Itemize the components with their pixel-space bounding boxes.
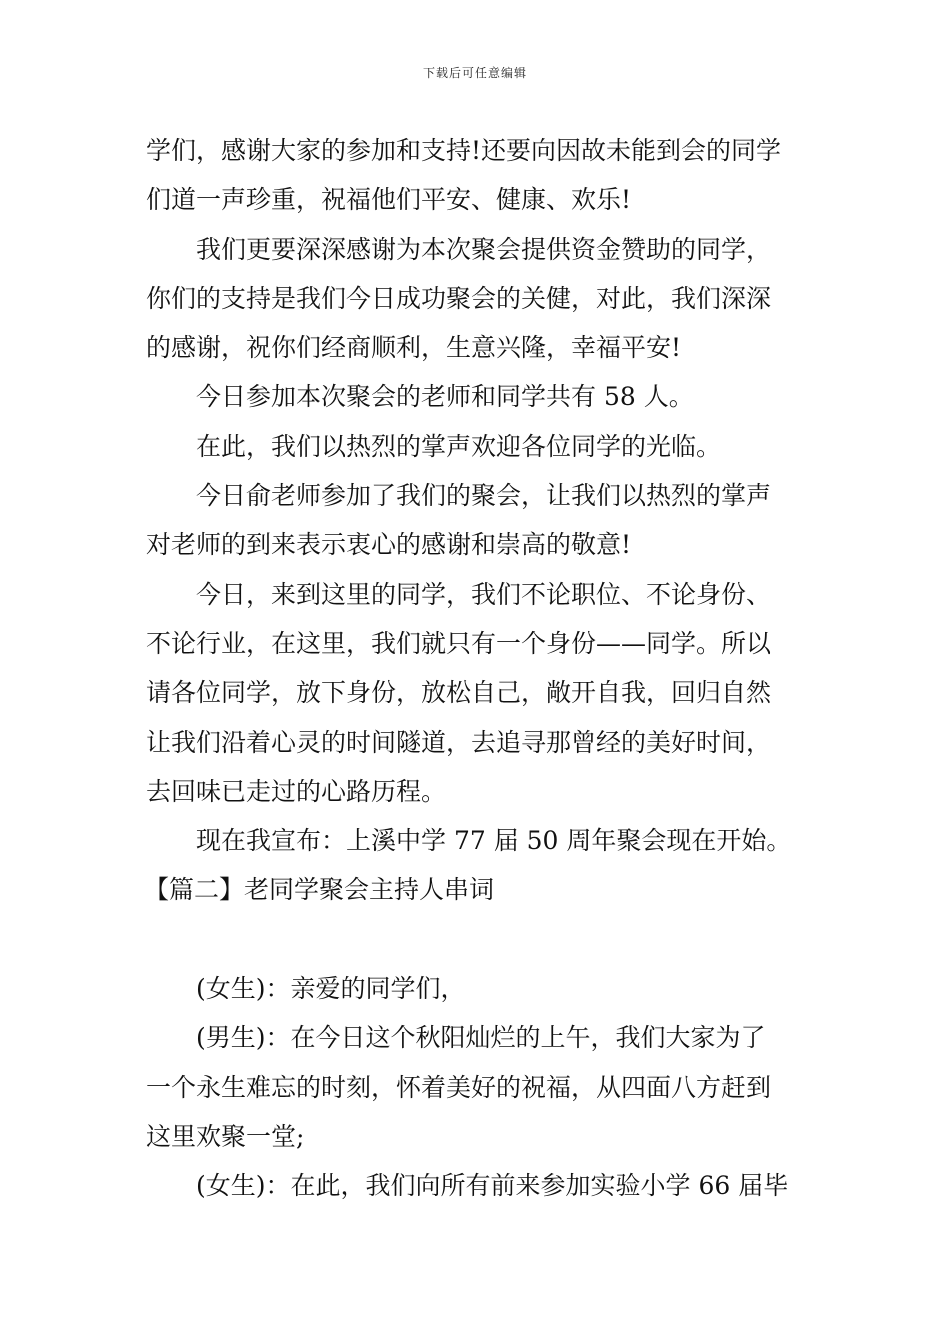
text-line: 一个永生难忘的时刻，怀着美好的祝福，从四面八方赶到 <box>146 1072 772 1102</box>
text-line: 请各位同学，放下身份，放松自己，敞开自我，回归自然 <box>146 678 772 708</box>
text-line: 去回味已走过的心路历程。 <box>146 776 447 806</box>
text-line: 们道一声珍重，祝福他们平安、健康、欢乐! <box>146 185 632 215</box>
text-line: 的感谢，祝你们经商顺利，生意兴隆，幸福平安! <box>146 333 682 363</box>
text-line: 你们的支持是我们今日成功聚会的关健，对此，我们深深 <box>146 283 772 313</box>
section-heading: 【篇二】老同学聚会主持人串词 <box>144 875 495 905</box>
text-line: (女生)：亲爱的同学们， <box>196 974 466 1004</box>
text-line: (女生)：在此，我们向所有前来参加实验小学 66 届毕 <box>196 1171 789 1201</box>
text-line: 今日，来到这里的同学，我们不论职位、不论身份、 <box>196 579 772 609</box>
text-line: 让我们沿着心灵的时间隧道，去追寻那曾经的美好时间， <box>146 727 772 757</box>
text-line: 学们，感谢大家的参加和支持!还要向因故未能到会的同学 <box>146 136 782 165</box>
document-body <box>146 126 806 1211</box>
text-line: 在此，我们以热烈的掌声欢迎各位同学的光临。 <box>196 431 722 461</box>
text-line: 现在我宣布：上溪中学 77 届 50 周年聚会现在开始。 <box>196 826 792 856</box>
text-line: 不论行业，在这里，我们就只有一个身份——同学。所以 <box>146 628 772 658</box>
text-line: 今日参加本次聚会的老师和同学共有 58 人。 <box>196 382 694 412</box>
text-line: 对老师的到来表示衷心的感谢和崇高的敬意! <box>146 530 632 560</box>
text-line: 我们更要深深感谢为本次聚会提供资金赞助的同学， <box>196 234 772 264</box>
text-line: 今日俞老师参加了我们的聚会，让我们以热烈的掌声 <box>196 481 772 511</box>
text-line: 这里欢聚一堂; <box>146 1121 305 1151</box>
text-line: (男生)：在今日这个秋阳灿烂的上午，我们大家为了 <box>196 1023 766 1053</box>
page-header: 下载后可任意编辑 <box>422 66 527 80</box>
blank-line <box>146 915 806 964</box>
